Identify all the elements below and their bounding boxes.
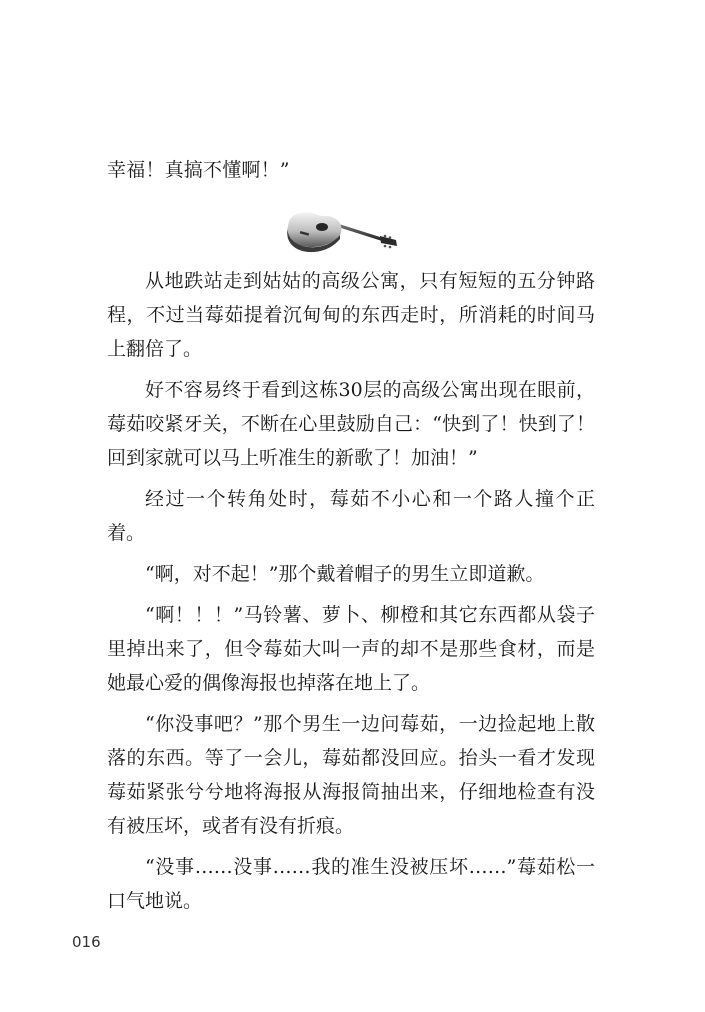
paragraph-text: 好不容易终于看到这栋30层的高级公寓出现在眼前，莓茹咬紧牙关，不断在心里鼓励自己：“快到了！快到了！回到家就可以马上听准生的新歌了！加油！” <box>107 379 595 469</box>
paragraph-text: 经过一个转角处时，莓茹不小心和一个路人撞个正着。 <box>107 488 595 544</box>
body-text <box>107 264 595 925</box>
paragraph <box>107 557 595 591</box>
paragraph-text: “没事……没事……我的准生没被压坏……”莓茹松一口气地说。 <box>107 856 595 912</box>
paragraph <box>107 264 595 366</box>
paragraph-text: 从地跌站走到姑姑的高级公寓，只有短短的五分钟路程，不过当莓茹提着沉甸甸的东西走时，所消耗的时间马上翻倍了。 <box>107 270 595 360</box>
paragraph-text: “啊！！！”马铃薯、萝卜、柳橙和其它东西都从袋子里掉出来了，但令莓茹大叫一声的却不是那些食材，而是她最心爱的偶像海报也掉落在地上了。 <box>107 604 595 694</box>
guitar-icon <box>282 205 400 257</box>
paragraph <box>107 598 595 700</box>
paragraph-text: “你没事吧？”那个男生一边问莓茹，一边捡起地上散落的东西。等了一会儿，莓茹都没回应。抬头一看才发现莓茹紧张兮兮地将海报从海报筒抽出来，仔细地检查有没有被压坏，或者有没有折痕。 <box>107 713 595 837</box>
continued-line: 幸福！真搞不懂啊！” <box>107 159 290 181</box>
paragraph-text: “啊，对不起！”那个戴着帽子的男生立即道歉。 <box>145 563 545 585</box>
paragraph <box>107 707 595 843</box>
page-number: 016 <box>72 933 101 951</box>
continued-line-block <box>107 153 595 187</box>
paragraph <box>107 373 595 475</box>
paragraph <box>107 850 595 918</box>
paragraph <box>107 482 595 550</box>
